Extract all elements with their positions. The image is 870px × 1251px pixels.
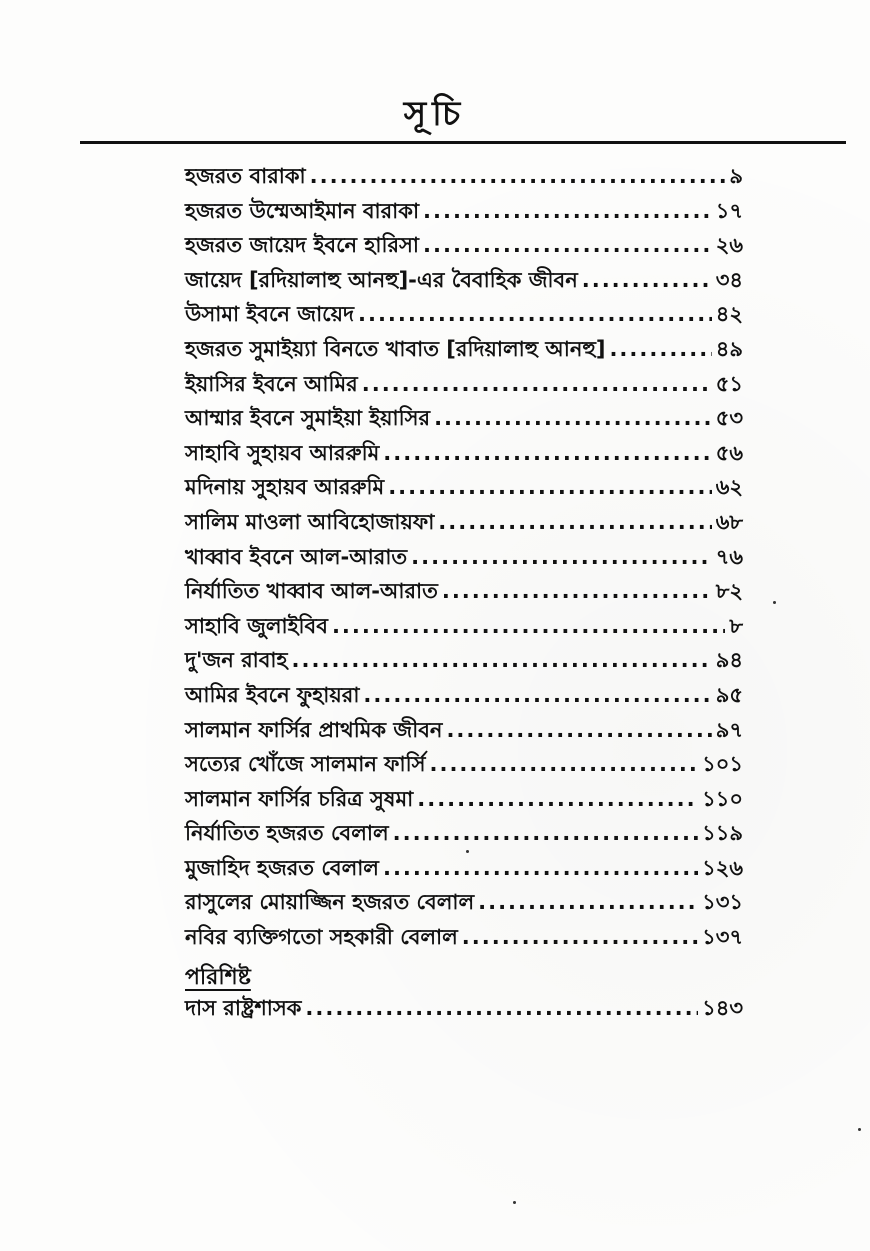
page-number: ১১৯ <box>702 821 743 846</box>
page-number: ১৭ <box>715 198 743 223</box>
page-number: ১৩৭ <box>702 925 743 950</box>
dot-leader <box>358 302 712 326</box>
appendix-heading: পরিশিষ্ট <box>185 965 251 990</box>
entry-title: উসামা ইবনে জায়েদ <box>185 302 354 327</box>
toc-entry <box>185 506 743 541</box>
toc-entry <box>185 471 743 506</box>
entry-title: সত্যের খোঁজে সালমান ফার্সি <box>185 752 426 777</box>
dot-leader <box>442 579 712 603</box>
dot-leader <box>434 406 712 430</box>
page-number: ২৬ <box>715 233 743 258</box>
toc-entry <box>185 679 743 714</box>
dot-leader <box>383 856 698 880</box>
dot-leader <box>423 233 712 257</box>
dot-leader <box>332 614 725 638</box>
dot-leader <box>362 372 712 396</box>
page-number: ১১০ <box>702 786 743 811</box>
entry-title: নির্যাতিত খাব্বাব আল-আরাত <box>185 579 438 604</box>
dot-leader <box>363 683 711 707</box>
toc-entry <box>185 160 743 195</box>
print-speck <box>513 1201 516 1204</box>
page-number: ৫১ <box>715 371 743 396</box>
dot-leader <box>429 752 698 776</box>
page-number: ৮২ <box>715 579 743 604</box>
page-number: ৪৯ <box>715 336 743 361</box>
toc-entry <box>185 852 743 887</box>
toc-entry <box>185 992 743 1027</box>
toc-entry <box>185 783 743 818</box>
entry-title: মদিনায় সুহায়ব আররুমি <box>185 475 385 500</box>
print-speck <box>858 1128 861 1131</box>
dot-leader <box>582 268 712 292</box>
entry-title: সাহাবি জুলাইবিব <box>185 613 328 638</box>
toc-entry <box>185 817 743 852</box>
toc-entry <box>185 714 743 749</box>
dot-leader <box>462 925 698 949</box>
page-title: সূচি <box>403 94 467 134</box>
page-number: ১৪৩ <box>702 996 743 1020</box>
title-rule <box>80 141 846 144</box>
toc-entry <box>185 610 743 645</box>
entry-title: সালমান ফার্সির প্রাথমিক জীবন <box>185 717 443 742</box>
entry-title: আম্মার ইবনে সুমাইয়া ইয়াসির <box>185 406 431 431</box>
entry-title: আমির ইবনে ফুহায়রা <box>185 682 360 707</box>
page-number: ৯ <box>729 164 743 188</box>
page-number: ১৩১ <box>702 890 743 915</box>
entry-title: ইয়াসির ইবনে আমির <box>185 371 358 396</box>
page-number: ১০১ <box>702 752 743 777</box>
print-speck <box>773 601 776 604</box>
toc-entry <box>185 921 743 956</box>
page-number: ৬৮ <box>715 509 743 534</box>
dot-leader <box>411 545 712 569</box>
page-number: ৫৬ <box>715 440 743 465</box>
entry-title: খাব্বাব ইবনে আল-আরাত <box>185 544 408 569</box>
page-number: ৪২ <box>715 302 743 327</box>
dot-leader <box>310 164 726 188</box>
toc-entry <box>185 437 743 472</box>
page-number: ৩৪ <box>715 267 743 292</box>
toc-entry <box>185 575 743 610</box>
dot-leader <box>292 648 712 672</box>
appendix-contents <box>185 992 743 1027</box>
page-number: ৭৬ <box>715 544 743 569</box>
dot-leader <box>388 475 711 499</box>
entry-title: নবির ব্যক্তিগতো সহকারী বেলাল <box>185 925 458 950</box>
dot-leader <box>478 890 698 914</box>
dot-leader <box>393 821 699 845</box>
entry-title: হজরত সুমাইয়্যা বিনতে খাবাত [রদিয়ালাহু আনহু] <box>185 336 606 361</box>
entry-title: রাসুলের মোয়াজ্জিন হজরত বেলাল <box>185 890 475 915</box>
toc-entry <box>185 298 743 333</box>
dot-leader <box>609 337 711 361</box>
entry-title: সালিম মাওলা আবিহোজায়ফা <box>185 509 435 534</box>
toc-entry <box>185 644 743 679</box>
toc-entry <box>185 195 743 230</box>
page-number: ৯৫ <box>715 682 743 707</box>
page-number: ৯৪ <box>715 648 743 673</box>
entry-title: সালমান ফার্সির চরিত্র সুষমা <box>185 786 414 811</box>
toc-entry <box>185 229 743 264</box>
entry-title: দু'জন রাবাহ <box>185 648 288 673</box>
entry-title: মুজাহিদ হজরত বেলাল <box>185 855 379 880</box>
toc-entry <box>185 886 743 921</box>
entry-title: সাহাবি সুহায়ব আররুমি <box>185 440 380 465</box>
toc-entry <box>185 402 743 437</box>
page-number: ৫৩ <box>715 406 743 431</box>
toc-entry <box>185 333 743 368</box>
dot-leader <box>383 441 711 465</box>
dot-leader <box>446 718 711 742</box>
entry-title: নির্যাতিত হজরত বেলাল <box>185 821 389 846</box>
table-of-contents <box>185 160 743 956</box>
entry-title: হজরত জায়েদ ইবনে হারিসা <box>185 233 420 258</box>
page-number: ৮ <box>729 613 743 638</box>
entry-title: হজরত বারাকা <box>185 164 306 188</box>
entry-title: জায়েদ [রদিয়ালাহু আনহু]-এর বৈবাহিক জীবন <box>185 267 578 292</box>
page-number: ৯৭ <box>715 717 743 742</box>
dot-leader <box>305 996 698 1020</box>
entry-title: হজরত উম্মেআইমান বারাকা <box>185 198 420 223</box>
page-number: ১২৬ <box>702 855 743 880</box>
dot-leader <box>438 510 711 534</box>
page-number: ৬২ <box>715 475 743 500</box>
print-speck <box>466 850 469 853</box>
toc-entry <box>185 748 743 783</box>
toc-entry <box>185 368 743 403</box>
dot-leader <box>423 199 712 223</box>
toc-entry <box>185 264 743 299</box>
toc-entry <box>185 541 743 576</box>
entry-title: দাস রাষ্ট্রশাসক <box>185 996 302 1020</box>
dot-leader <box>417 787 698 811</box>
